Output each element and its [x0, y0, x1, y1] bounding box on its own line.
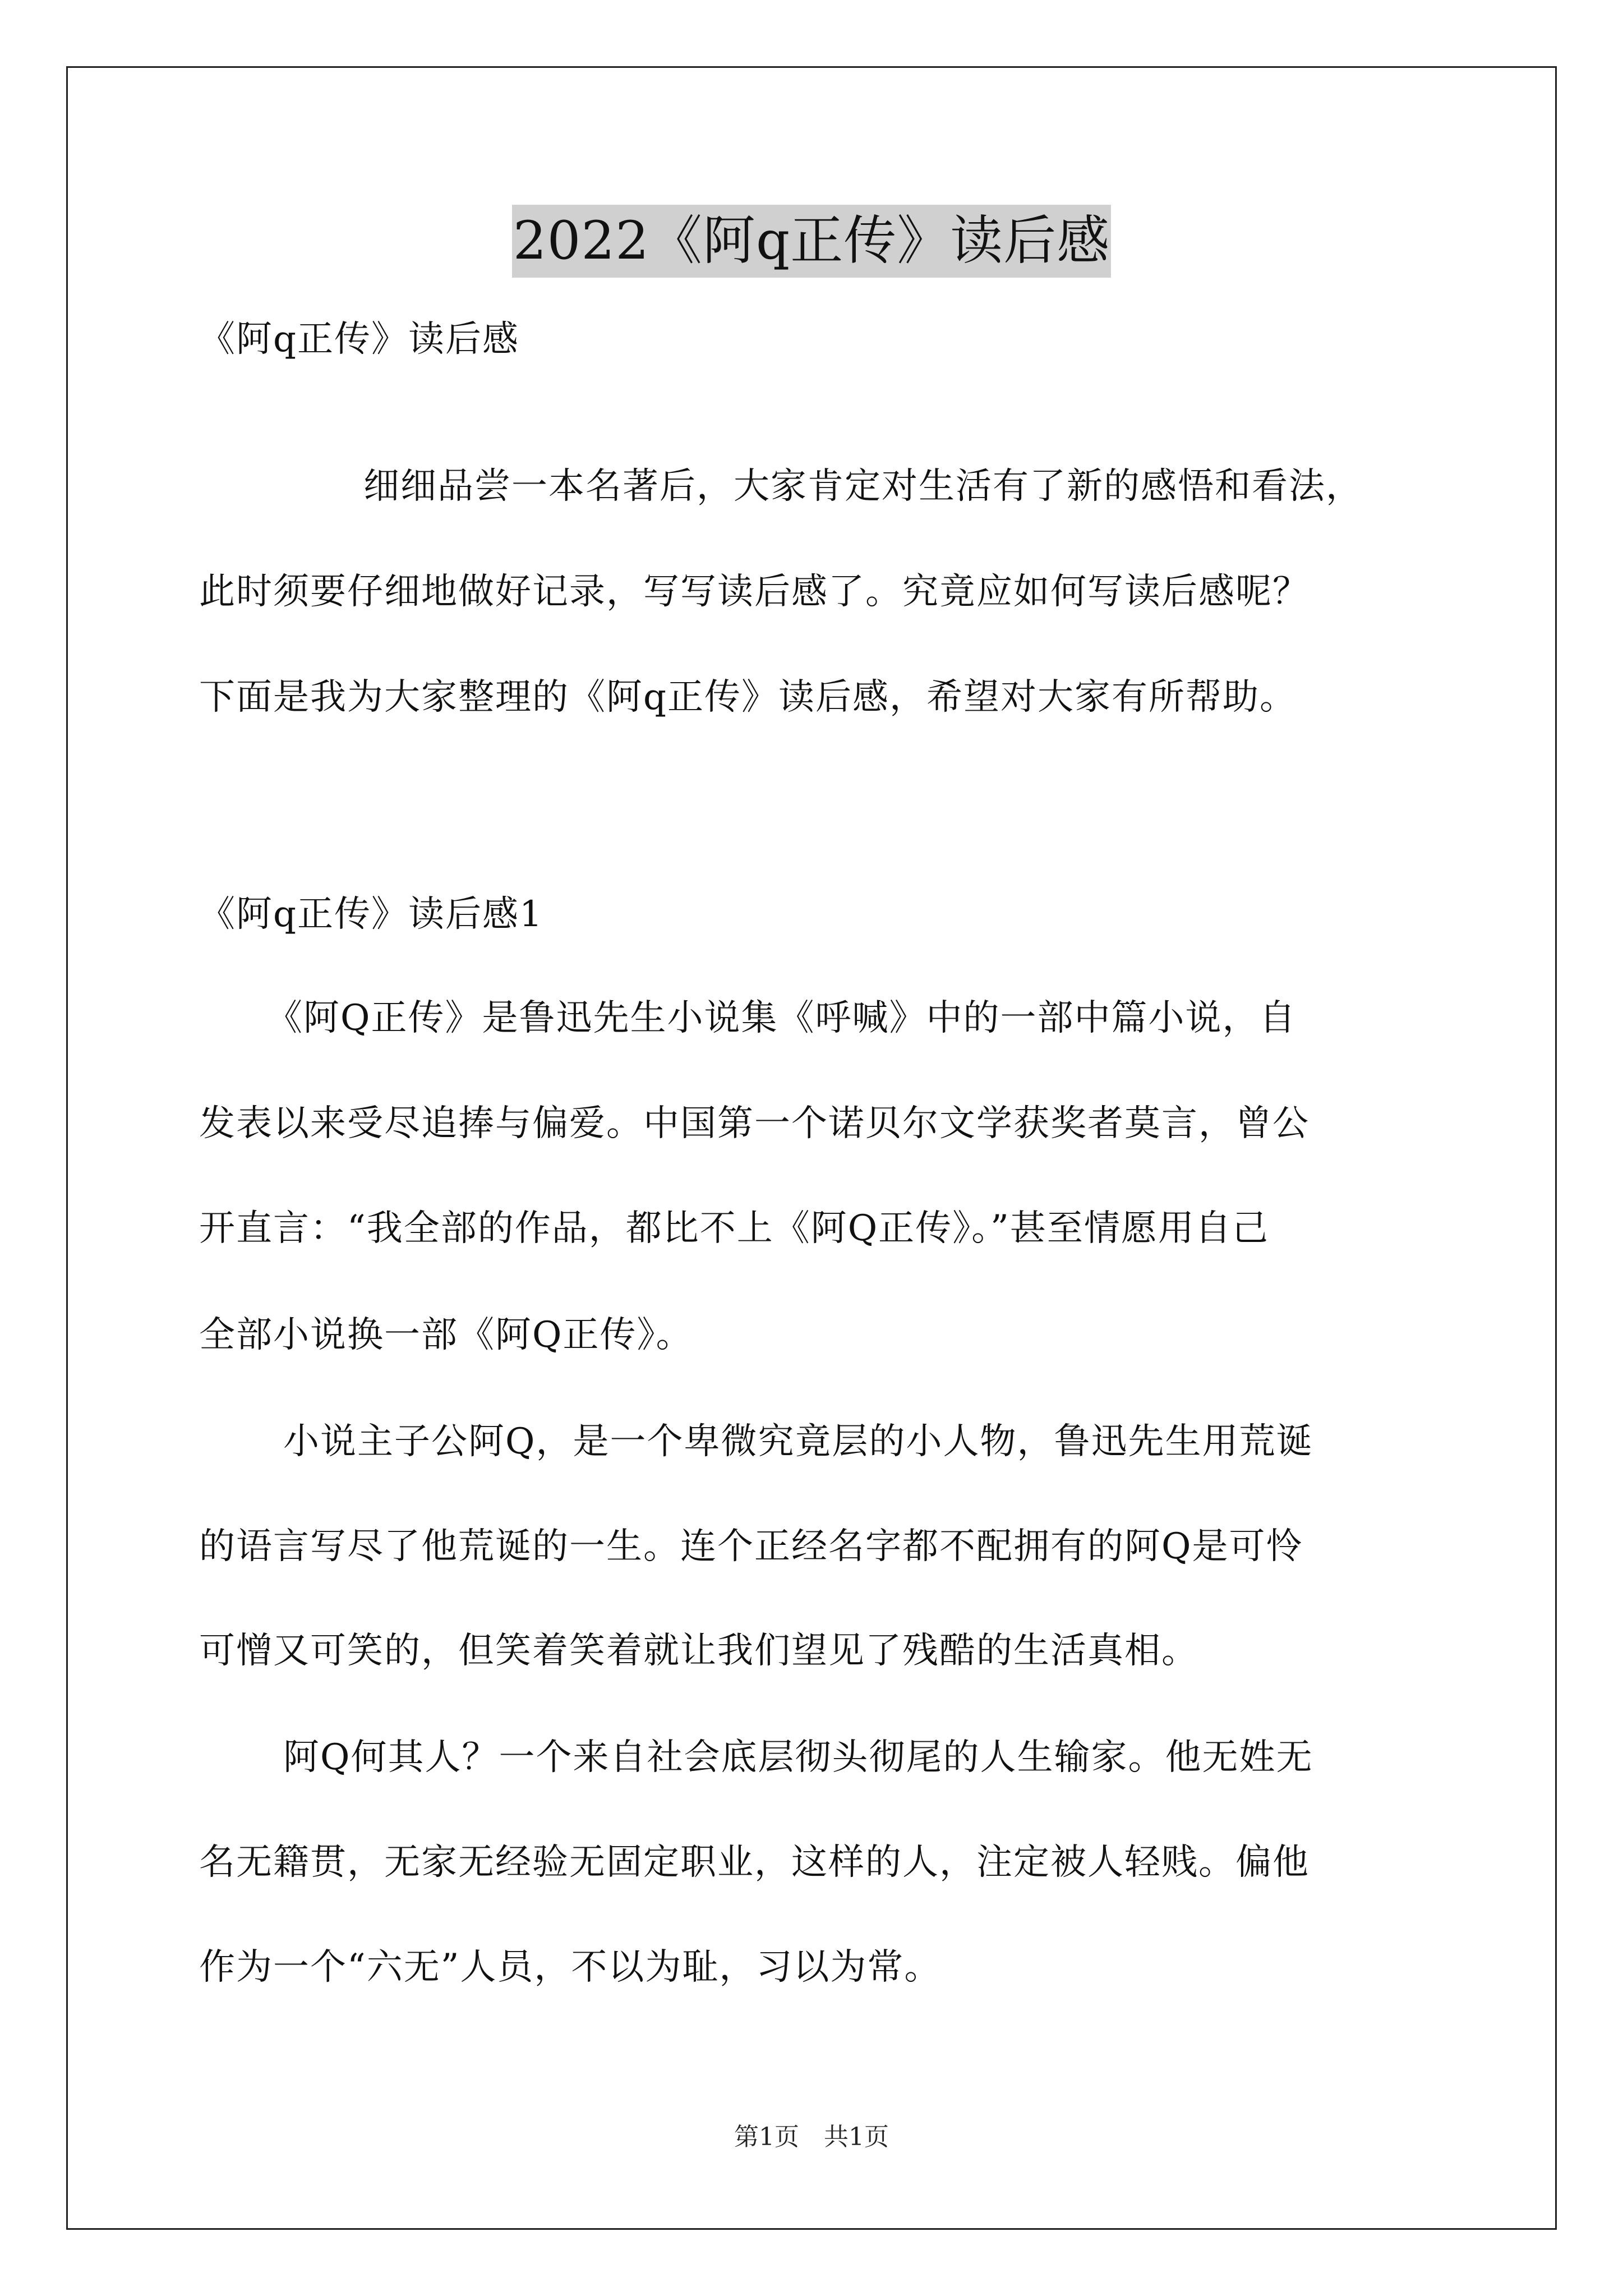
- paragraph-line: 发表以来受尽追捧与偏爱。中国第一个诺贝尔文学获奖者莫言，曾公: [199, 1103, 1310, 1144]
- paragraph-line: 作为一个“六无”人员，不以为耻，习以为常。: [199, 1947, 942, 1988]
- paragraph-line: 细细品尝一本名著后，大家肯定对生活有了新的感悟和看法，: [363, 466, 1363, 507]
- paragraph-line: 下面是我为大家整理的《阿q正传》读后感，希望对大家有所帮助。: [199, 677, 1297, 718]
- paragraph-line: 的语言写尽了他荒诞的一生。连个正经名字都不配拥有的阿Q是可怜: [199, 1526, 1303, 1567]
- paragraph-line: 《阿Q正传》是鲁迅先生小说集《呼喊》中的一部中篇小说，自: [266, 997, 1297, 1039]
- document-title: 2022《阿q正传》读后感: [512, 205, 1111, 278]
- page-footer: 第1页 共1页: [734, 2123, 889, 2151]
- paragraph-line: 开直言：“我全部的作品，都比不上《阿Q正传》。”甚至情愿用自己: [199, 1208, 1269, 1249]
- subtitle-line: 《阿q正传》读后感: [199, 319, 519, 360]
- paragraph-line: 小说主子公阿Q，是一个卑微究竟层的小人物，鲁迅先生用荒诞: [283, 1421, 1313, 1462]
- paragraph-line: 阿Q何其人？一个来自社会底层彻头彻尾的人生输家。他无姓无: [283, 1737, 1313, 1778]
- paragraph-line: 可憎又可笑的，但笑着笑着就让我们望见了残酷的生活真相。: [199, 1630, 1198, 1672]
- title-container: [0, 205, 1623, 278]
- paragraph-line: 名无籍贯，无家无经验无固定职业，这样的人，注定被人轻贱。偏他: [199, 1842, 1310, 1883]
- section-heading: 《阿q正传》读后感1: [199, 894, 543, 935]
- paragraph-line: 此时须要仔细地做好记录，写写读后感了。究竟应如何写读后感呢？: [199, 571, 1310, 613]
- paragraph-line: 全部小说换一部《阿Q正传》。: [199, 1314, 693, 1356]
